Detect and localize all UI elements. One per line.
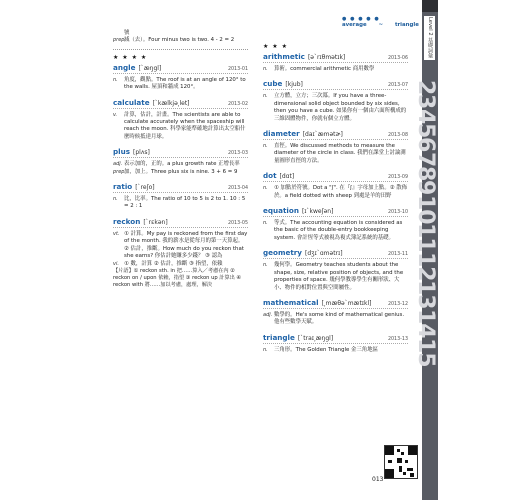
entry-headword-line: [263, 206, 408, 217]
side-index-number[interactable]: 9: [413, 180, 438, 195]
sense-row: [263, 262, 408, 292]
side-index-number[interactable]: 15: [413, 337, 438, 367]
exam-year: 2013-08: [387, 133, 408, 139]
header-first-word: average: [342, 22, 367, 28]
side-index-number[interactable]: 6: [413, 137, 438, 152]
entry-headword-line: [113, 98, 248, 109]
pronunciation: [daɪˋæmətɚ]: [302, 131, 343, 139]
pronunciation: [ˋreʃo]: [135, 184, 155, 192]
sense-row: [113, 112, 248, 142]
pronunciation: [ˋkælkjə͵let]: [152, 99, 190, 107]
dictionary-entry: [263, 333, 408, 354]
right-column: [263, 40, 408, 360]
side-index-number[interactable]: 10: [413, 194, 438, 224]
headword[interactable]: ratio: [113, 182, 133, 192]
sense-text: 等式。The accounting equation is considered as the basic of the double-entry bookkeeping system. 會計恆等式被視為複式簿記系統的基礎。: [274, 220, 403, 241]
pronunciation: [͵mæθəˋmætɪkl]: [321, 299, 372, 307]
sense-row: [113, 169, 248, 176]
headword[interactable]: geometry: [263, 248, 302, 258]
exam-year: 2013-12: [387, 301, 408, 307]
sense-row: [263, 66, 408, 73]
dictionary-entry: [113, 63, 248, 92]
sense-text: ① 加點於符號。Dot a "ʃ". 在『ʃ』字母加上點。② 散佈於。a field dotted with sheep 到處是羊的田野: [274, 185, 408, 199]
pronunciation: [kjub]: [285, 81, 303, 89]
pos-label: n.: [263, 220, 268, 227]
sense-text: 角度，觀點。The roof is at an angle of 120° to the walls. 屋頂和牆成 120°。: [124, 76, 246, 91]
pronunciation: [əˋrɪθmətɪk]: [307, 54, 346, 61]
dictionary-entry: [263, 129, 408, 165]
dictionary-entry: [263, 248, 408, 292]
pos-label: prep.: [113, 168, 127, 175]
side-index-numbers: [413, 80, 438, 367]
sense-text: 數學的。He's some kind of mathematical genius. 他有些數學天賦。: [274, 311, 405, 326]
dictionary-entry: [113, 217, 248, 290]
side-index-number[interactable]: 5: [413, 122, 438, 138]
pos-label: prep.: [113, 37, 127, 44]
headword[interactable]: mathematical: [263, 297, 319, 307]
sense-row: [113, 77, 248, 92]
entry-headword-line: [263, 129, 408, 140]
exam-year: 2013-02: [227, 101, 248, 107]
exam-year: 2013-13: [387, 336, 408, 342]
dictionary-entry: [263, 52, 408, 73]
entry-headword-line: [263, 248, 408, 259]
exam-year: 2013-07: [387, 83, 408, 89]
dictionary-entry: [263, 298, 408, 327]
headword[interactable]: plus: [113, 147, 131, 157]
entry-headword-line: [263, 333, 408, 344]
entry-headword-line: [113, 217, 248, 228]
pos-label: v.: [113, 111, 118, 118]
sense-text: ① 計算。My pay is reckoned from the first day of the month. 我的薪水是從每月的第一天算起。② 估計，推斷。How much do you reckon that she earns? 你估計她賺多少錢？ ③ 認為: [124, 230, 248, 260]
left-column: [113, 30, 248, 296]
pronunciation: [dʒɪˋɑmətrɪ]: [305, 250, 343, 258]
pos-label: n.: [113, 76, 118, 83]
entry-headword-line: [113, 63, 248, 74]
dictionary-entry: [113, 147, 248, 176]
difficulty-stars: ★ ★ ★: [263, 43, 288, 50]
pronunciation: [ɪˋkweʃən]: [301, 208, 334, 216]
sense-text: 計算，估計，計畫。The scientists are able to calculate accurately when the spaceship will reach the moon. 科學家能準確地計算出太空船什麼時候抵達月球。: [124, 111, 246, 140]
sense-row: [263, 185, 408, 200]
sense-text: 直徑。We discussed methods to measure the diameter of the circle in class. 我們在課堂上討論測量圓形直徑的方法。: [274, 143, 406, 164]
headword[interactable]: dot: [263, 171, 277, 181]
side-index-cap: [422, 0, 438, 12]
entry-headword-line: [263, 171, 408, 182]
exam-year: 2013-11: [387, 252, 408, 258]
entry-headword-line: [263, 298, 408, 309]
pos-label: adj.: [113, 161, 123, 168]
header-separator: ~: [378, 22, 384, 28]
pronunciation: [ˋrɛkən]: [143, 218, 168, 226]
pos-label: vi.: [113, 260, 119, 267]
exam-year: 2013-04: [227, 186, 248, 192]
dictionary-entry: [263, 171, 408, 200]
entry-headword-line: [113, 147, 248, 158]
header-last-word: triangle: [394, 22, 419, 28]
continued-text: 號: [124, 30, 130, 36]
exam-year: 2013-09: [387, 175, 408, 181]
sense-row: [113, 161, 248, 168]
headword[interactable]: arithmetic: [263, 52, 305, 61]
headword[interactable]: triangle: [263, 332, 295, 342]
section-divider: [113, 49, 248, 50]
page-header: [342, 16, 419, 28]
exam-year: 2013-05: [227, 220, 248, 226]
qr-code-icon[interactable]: [384, 445, 418, 479]
side-index-number[interactable]: 8: [413, 165, 438, 181]
headword[interactable]: equation: [263, 206, 299, 216]
headword[interactable]: reckon: [113, 216, 141, 226]
sense-row: [263, 93, 408, 123]
pronunciation: [ˋtraɪ͵æŋgl]: [297, 334, 334, 342]
dictionary-entry: [113, 182, 248, 211]
entry-headword-line: [263, 52, 408, 63]
sense-text: ① 數，計算 ② 估計，推斷 ③ 指望，依賴: [124, 260, 223, 267]
pos-label: n.: [263, 346, 268, 353]
sense-text: 算術。commercial arithmetic 商用數學: [274, 66, 375, 72]
pronunciation: [plʌs]: [133, 149, 150, 157]
pos-label: n.: [263, 185, 268, 192]
sense-row: [263, 312, 408, 327]
pos-label: n.: [263, 66, 268, 72]
sense-row: [263, 347, 408, 354]
headword[interactable]: cube: [263, 79, 283, 89]
pos-label: n.: [263, 143, 268, 150]
exam-year: 2013-10: [387, 210, 408, 216]
pronunciation: [ˋæŋgl]: [138, 64, 162, 72]
side-index-number[interactable]: 3: [413, 94, 438, 109]
sense-text: 比，比率。The ratio of 10 to 5 is 2 to 1. 10 : 5 = 2 : 1: [124, 196, 246, 210]
header-level-dots: ● ● ● ● ●: [342, 16, 380, 22]
entry-headword-line: [263, 79, 408, 90]
entry-headword-line: [113, 182, 248, 193]
side-index-label[interactable]: Level 2 基礎詞彙: [424, 16, 435, 60]
headword[interactable]: angle: [113, 62, 136, 72]
side-index-number[interactable]: 11: [413, 223, 438, 252]
pronunciation: [dɑt]: [279, 173, 295, 181]
sense-row: [263, 220, 408, 242]
side-index-number[interactable]: 2: [413, 80, 438, 95]
sense-row: [113, 261, 248, 268]
headword[interactable]: diameter: [263, 129, 300, 139]
side-index-number[interactable]: 14: [413, 309, 438, 338]
page-number: 013: [372, 476, 384, 483]
sense-text: 加，加上。Three plus six is nine. 3 + 6 = 9: [124, 168, 238, 175]
right-entry-list: [263, 52, 408, 354]
side-index-number[interactable]: 4: [413, 108, 438, 123]
sense-text: 表示加的，正的。a plus growth rate 正增長率: [124, 161, 240, 168]
side-index-number[interactable]: 12: [413, 251, 438, 281]
left-entry-list: [113, 63, 248, 290]
exam-year: 2013-03: [227, 151, 248, 157]
phrase-block: 【片語】① reckon sth. in 把……算入／考慮在內 ② reckon on / upon 依賴，指望 ③ reckon up 計算出 ④ reckon with 將……加以考慮，處理，解決: [113, 267, 242, 289]
pos-label: vt.: [113, 230, 120, 237]
sense-row: [113, 196, 248, 211]
side-index-number[interactable]: 7: [413, 151, 438, 166]
sense-row: [113, 231, 248, 261]
difficulty-stars: ★ ★ ★ ★: [113, 53, 148, 61]
headword[interactable]: calculate: [113, 97, 150, 107]
sense-text: 三角形。The Golden Triangle 金三角地區: [274, 346, 378, 353]
exam-year: 2013-01: [227, 66, 248, 72]
sense-row: [263, 143, 408, 165]
dictionary-entry: [263, 79, 408, 123]
dictionary-entry: [113, 98, 248, 142]
side-index-number[interactable]: 13: [413, 280, 438, 309]
exam-year: 2013-06: [387, 56, 408, 61]
pos-label: n.: [263, 262, 268, 269]
pos-label: n.: [113, 196, 118, 203]
sense-text: 減（去）。Four minus two is two. 4 - 2 = 2: [124, 37, 235, 44]
pos-label: n.: [263, 93, 268, 100]
sense-text: 幾何學。Geometry teaches students about the shape, size, relative position of objects, and the properties of space. 幾何學教導學生有關形狀、大小、物件的相對位置與空間屬性。: [274, 262, 404, 291]
sense-text: 立方體，立方；三次冪。If you have a three-dimensional solid object bounded by six sides, then you have a cube. 如果你有一個由六面所構成的三維固體物件，你就有個立方體。: [274, 93, 407, 122]
pos-label: adj.: [263, 311, 273, 318]
continued-prep-sense: [113, 37, 248, 44]
dictionary-entry: [263, 206, 408, 242]
